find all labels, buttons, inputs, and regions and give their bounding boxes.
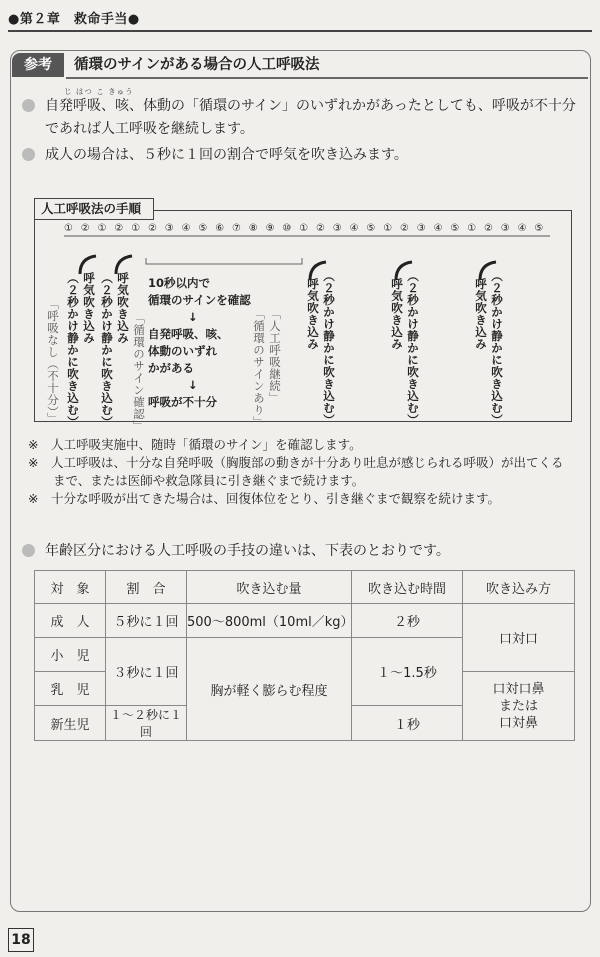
- note-4: ※ 十分な呼吸が出てきた場合は、回復体位をとり、引き継ぐまで観察を続けます。: [28, 491, 500, 506]
- table-row: [35, 604, 575, 638]
- step-number: ⑩: [282, 223, 292, 234]
- step-number: ①: [383, 223, 393, 234]
- col2-sub: （２秒かけ静かに吹き込む）: [100, 272, 114, 428]
- step-number: ①: [299, 223, 309, 234]
- step-number: ②: [114, 223, 124, 234]
- step-number: ⑤: [534, 223, 544, 234]
- note-2: ※ 人工呼吸は、十分な自発呼吸（胸腹部の動きが十分あり吐息が感じられる呼吸）が出てくる: [28, 455, 564, 470]
- note-3: まで、または医師や救急隊員に引き継ぐまで続けます。: [28, 473, 365, 488]
- header-method: 吹き込み方: [463, 571, 575, 604]
- step-number: ⑦: [232, 223, 241, 234]
- check-line6: 呼吸が不十分: [148, 395, 217, 409]
- sign-bracket: 「循環のサインあり」: [252, 308, 266, 428]
- method-mouth-nose: [463, 672, 575, 741]
- col2-main: 呼気吹き込み: [116, 272, 130, 344]
- mouth-nose2-text: 口対鼻: [498, 715, 538, 731]
- rep2-sub: （２秒かけ静かに吹き込む）: [406, 270, 420, 426]
- check-line1: 10秒以内で: [148, 276, 211, 290]
- step-number: ②: [484, 223, 493, 234]
- step-number: ②: [80, 223, 90, 234]
- chapter-header: ●第２章 救命手当●: [8, 12, 140, 27]
- step-number: ①: [131, 223, 141, 234]
- step-number: ⑤: [366, 223, 376, 234]
- procedure-title: 人工呼吸法の手順: [34, 198, 154, 220]
- step-number: ③: [416, 223, 426, 234]
- bullet-1-line1: 自発呼吸、咳、体動の「循環のサイン」のいずれかがあったとしても、呼吸が不十分: [45, 98, 576, 114]
- reference-title: 循環のサインがある場合の人工呼吸法: [74, 57, 320, 73]
- note-1: ※ 人工呼吸実施中、随時「循環のサイン」を確認します。: [28, 437, 362, 452]
- bullet-2: [22, 144, 408, 166]
- table-header-row: [35, 571, 575, 604]
- adult-rate: ５秒に１回: [106, 604, 187, 638]
- adult-time: ２秒: [352, 604, 463, 638]
- step-number: ⑥: [215, 223, 225, 234]
- newborn-time: １秒: [352, 706, 463, 741]
- header-rule: [8, 30, 592, 32]
- step-number: ④: [181, 223, 191, 234]
- step-number: ⑧: [248, 223, 258, 234]
- col1-main: 呼気吹き込み: [82, 272, 96, 344]
- rep3-main: 呼気吹き込み: [474, 278, 488, 350]
- row-infant: 乳 児: [35, 672, 106, 706]
- bullet-dot-icon: [22, 148, 35, 161]
- step-number: ①: [64, 223, 73, 234]
- step-number: ⑨: [265, 223, 275, 234]
- step-number: ①: [97, 223, 107, 234]
- step-number: ③: [164, 223, 174, 234]
- rep1-sub: （２秒かけ静かに吹き込む）: [322, 270, 336, 426]
- reference-label: 参考: [12, 53, 64, 77]
- ruby-jihatsu: じ はつ こ きゅう: [64, 87, 134, 96]
- child-time: １～1.5秒: [352, 638, 463, 706]
- step-number: ⑤: [450, 223, 460, 234]
- step-number: ③: [500, 223, 510, 234]
- check-bracket: [146, 258, 302, 264]
- check-instructions: [148, 275, 251, 411]
- title-rule: [66, 77, 588, 79]
- bullet-dot-icon: [22, 544, 35, 557]
- bullet-2-text: 成人の場合は、５秒に１回の割合で呼気を吹き込みます。: [45, 147, 408, 163]
- arrow-down-icon: ↓: [188, 310, 198, 324]
- bullet-dot-icon: [22, 99, 35, 112]
- header-target: 対 象: [35, 571, 106, 604]
- row-child: 小 児: [35, 638, 106, 672]
- age-table: [34, 570, 575, 741]
- rep2-main: 呼気吹き込み: [390, 278, 404, 350]
- rep3-sub: （２秒かけ静かに吹き込む）: [490, 270, 504, 426]
- step-number: ②: [316, 223, 325, 234]
- child-volume: 胸が軽く膨らむ程度: [187, 638, 352, 741]
- step-number: ②: [148, 223, 157, 234]
- bullet-1-line2: であれば人工呼吸を継続します。: [45, 121, 254, 137]
- header-time: 吹き込む時間: [352, 571, 463, 604]
- child-rate: ３秒に１回: [106, 638, 187, 706]
- header-rate: 割 合: [106, 571, 187, 604]
- step-number: ④: [349, 223, 359, 234]
- check-line4: 体動のいずれ: [148, 344, 217, 358]
- row-adult: 成 人: [35, 604, 106, 638]
- row-newborn: 新生児: [35, 706, 106, 741]
- page-number: 18: [8, 928, 34, 952]
- age-intro: [22, 540, 450, 562]
- step-number: ③: [332, 223, 342, 234]
- col1-bracket: 「呼吸なし（不十分）」: [46, 298, 60, 425]
- method-mouth-to-mouth: 口対口: [463, 604, 575, 672]
- newborn-rate: １～２秒に１回: [106, 706, 187, 741]
- rep1-main: 呼気吹き込み: [306, 278, 320, 350]
- check-line5: かがある: [148, 361, 194, 375]
- header-volume: 吹き込む量: [187, 571, 352, 604]
- adult-volume: 500～800ml（10ml／kg）: [187, 604, 352, 638]
- step-number: ②: [400, 223, 409, 234]
- col2-bracket: 「循環のサイン確認」: [132, 312, 146, 432]
- or-text: または: [498, 698, 538, 714]
- step-number: ④: [433, 223, 443, 234]
- continue-bracket: 「人工呼吸継続」: [268, 308, 282, 404]
- check-line3: 自発呼吸、咳、: [148, 327, 229, 341]
- step-number: ①: [467, 223, 477, 234]
- check-line2: 循環のサインを確認: [148, 293, 251, 307]
- step-number: ⑤: [198, 223, 208, 234]
- age-intro-text: 年齢区分における人工呼吸の手技の違いは、下表のとおりです。: [45, 543, 450, 559]
- arrow-down-icon: ↓: [188, 378, 198, 392]
- col1-sub: （２秒かけ静かに吹き込む）: [66, 272, 80, 428]
- step-number: ④: [517, 223, 527, 234]
- mouth-nose-text: 口対口鼻: [492, 681, 545, 697]
- bullet-1: [22, 95, 576, 117]
